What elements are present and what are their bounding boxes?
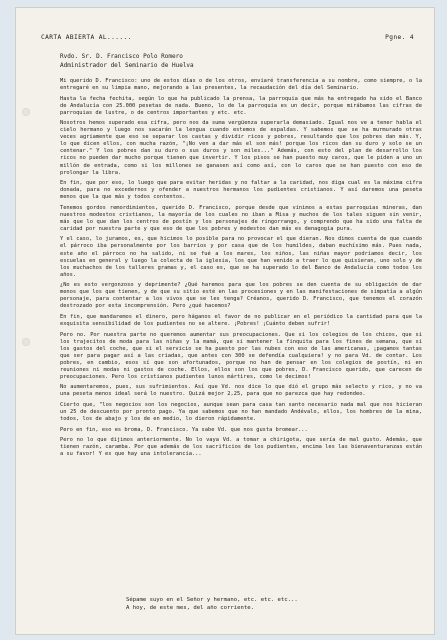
paragraph: Y el caso, lo juramos, es, que hicimos lo posible para no provocar el que dieran. Nos dimos cuenta de que cuando el párroco iba personalmente por los barrios y por casa que de los humildes, daban muchísimo más. Pues nada, este año el párroco no ha salido, ni se fué a los mares, los niños, las niñas mayor podríamos decir, los escuelas en general y luego la colecta de la iglesia, los que han venido a traer lo que quisieran, uno solo y de los muchachos de los talleres gramas y, el caso es, que se ha superado lo del Banco de Andalucía como todos los años. — [60, 236, 422, 278]
paragraph: Hasta la fecha fechita, según lo que ha publicado la prensa, la parroquia que más ha entregado ha sido el Banco de Andalucía con 25.000 pesetas de nada. Bueno, lo de la parroquia es un decir, porque mirábamos las cifras de parroquias de lustre, o de centros importantes y etc. etc. — [60, 95, 422, 116]
punch-hole-middle — [22, 338, 30, 346]
paragraph: Pero no lo que dijimos anteriormente. No lo vaya Vd. a tomar a chirigota, que sería de mal gusto. Además, que tienen razón, caramba. Por que además de los sacrificios de los pudientes, encima les las bienaventuranzas están a su favor! Y es que hay una intolerancia... — [60, 437, 422, 458]
letter-body — [60, 78, 422, 462]
paragraph: Mi querido D. Francisco: uno de estos días o de los otros, enviaré transferencia a su nombre, como siempre, o la entregaré en su limpia mano, mejorando a las presentes, la recaudación del día del Seminario. — [60, 78, 422, 92]
paragraph: Nosotros hemos superado esa cifra, pero nos da suma vergüenza superarla demasiado. Igual nos ve a tener habla el cielo hermano y luego nos sacarán la lengua cuando estemos de espaldas. Y sabemos que se ha murmurado otras veces agriamente que eso se separar los castas y dividir ricos y pobres, resultando que los pobres dan más. Y, lo que dicen ellos, con mucha razón, "¡No ven a dar más el son más! porque los ricos dan su duro y solo se un centenar." Y los pobres dan su duro o sus duros y son miles..." Además, con esto del plan de desarrollo los ricos no pueden dar mucho porque tienen que invertir. Y los pisos se han puesto muy caros, que le piden a uno un millón de entrada, como si los millones se ganasen así como así, con lo caros que se han puesto con eso de prolongar la libra. — [60, 120, 422, 176]
paragraph: Cierto que, "los negocios son los negocios, aunque sean para casa tan santo necesario nada mal que nos hicieran un 25 de descuento por pronto pago. Ya que sabemos que no han mandado Andévalo, ellos, los hombres de la mina, todos, los de abajo y los de en medio, lo dieron rápidamente. — [60, 401, 422, 423]
page-number: Pgne. 4 — [385, 34, 414, 41]
paragraph: Pero en fin, eso es broma, D. Francisco. Ya sabe Vd. que nos gusta bromear... — [60, 426, 308, 433]
closing-line: Sépame suyo en el Señor y hermano, etc. etc. etc... — [126, 597, 298, 603]
paragraph: En fin, que mandaremos el dinero, pero háganos el favor de no publicar en el periódico la cantidad para que la exquisita sensibilidad de los pudientes no se altere. ¡Pobres! ¡Cuánto deben sufrir! — [60, 313, 422, 327]
recipient-role: Administrador del Seminario de Huelva — [60, 62, 194, 69]
closing-date: A hoy, de este mes, del año corriente. — [126, 605, 254, 611]
letter-closing — [126, 596, 298, 612]
paragraph: ¿No es esto vergonzoso y deprimente? ¿Qué haremos para que los pobres se den cuenta de su obligación de dar menos que los que tienen, y de que su sitio esté en las procesiones y en las manifestaciones de simpatía a algún personaje, para contentar a los vivos que se les tenga? Créanos, querido D. Francisco, que tenemos el corazón destrozado por esta incomprensión. Pero ¿qué hacemos? — [60, 282, 422, 310]
letter-header — [41, 34, 414, 41]
recipient-name: Rvdo. Sr. D. Francisco Polo Romero — [60, 53, 183, 60]
recipient-address — [60, 52, 194, 70]
punch-hole-top — [22, 108, 30, 116]
letter-title: CARTA ABIERTA AL...... — [41, 34, 132, 41]
paragraph: No aumentaremos, pues, sus sufrimientos. Así que Vd. nos dice lo que dió el grupo más selecto y rico, y no va una peseta menos ideal será lo nuestro. Quizá mejor 2,25, para que no parezca que hay redondeo. — [60, 384, 422, 398]
letter-page — [16, 8, 434, 634]
paragraph: En fin, que por eso, lo luego que para evitar heridas y no faltar a la caridad, nos diga cual es la máxima cifra donada, para no excedernos y ofender a nuestros hermanos los pudientes cristianos. Y así daremos una peseta menos que la que más y todos contentos. — [60, 180, 422, 201]
paragraph: Tenemos gordos remordimientos, querido D. Francisco, porque desde que vinimos a estas parroquias mineras, dan nuestros modestos cristianos, la mayoría de los cuales no iban a Misa y muchos de los tales siguen sin venir, más que lo que dan los centros de postín y los personajes de ringorrango, y comprendo que ha sido una falta de caridad por nuestra parte y que eso de que los pobres y modestos dan más es denagogia pura. — [60, 204, 422, 232]
paragraph: Pero no. Por nuestra parte no queremos aumentar sus preocupaciones. Que si los colegios de los chicos, que si los trajecitos de moda para las niñas y la mamá, que si mantener la finquita para los fines de semana, que si los gastos del coche, que si el servicio se ha puesto por las nubes con eso de las americanas, ¡pagamos tantas que ser para pagar así a las criadas, que antes con 300 se defendía cualquiera! y no para Vd. de contar. Los pobres, en cambio, esos sí que son afortunados, porque no han de pensar en los colegios de postín, ni en reuniones ni modas ni gastos de coche. Ellos, ellos son los que pobres, D. Francisco querido, que carecen de preocupaciones. Pero los cristianos pudientes lunos mártires, como le decimos! — [60, 331, 422, 380]
